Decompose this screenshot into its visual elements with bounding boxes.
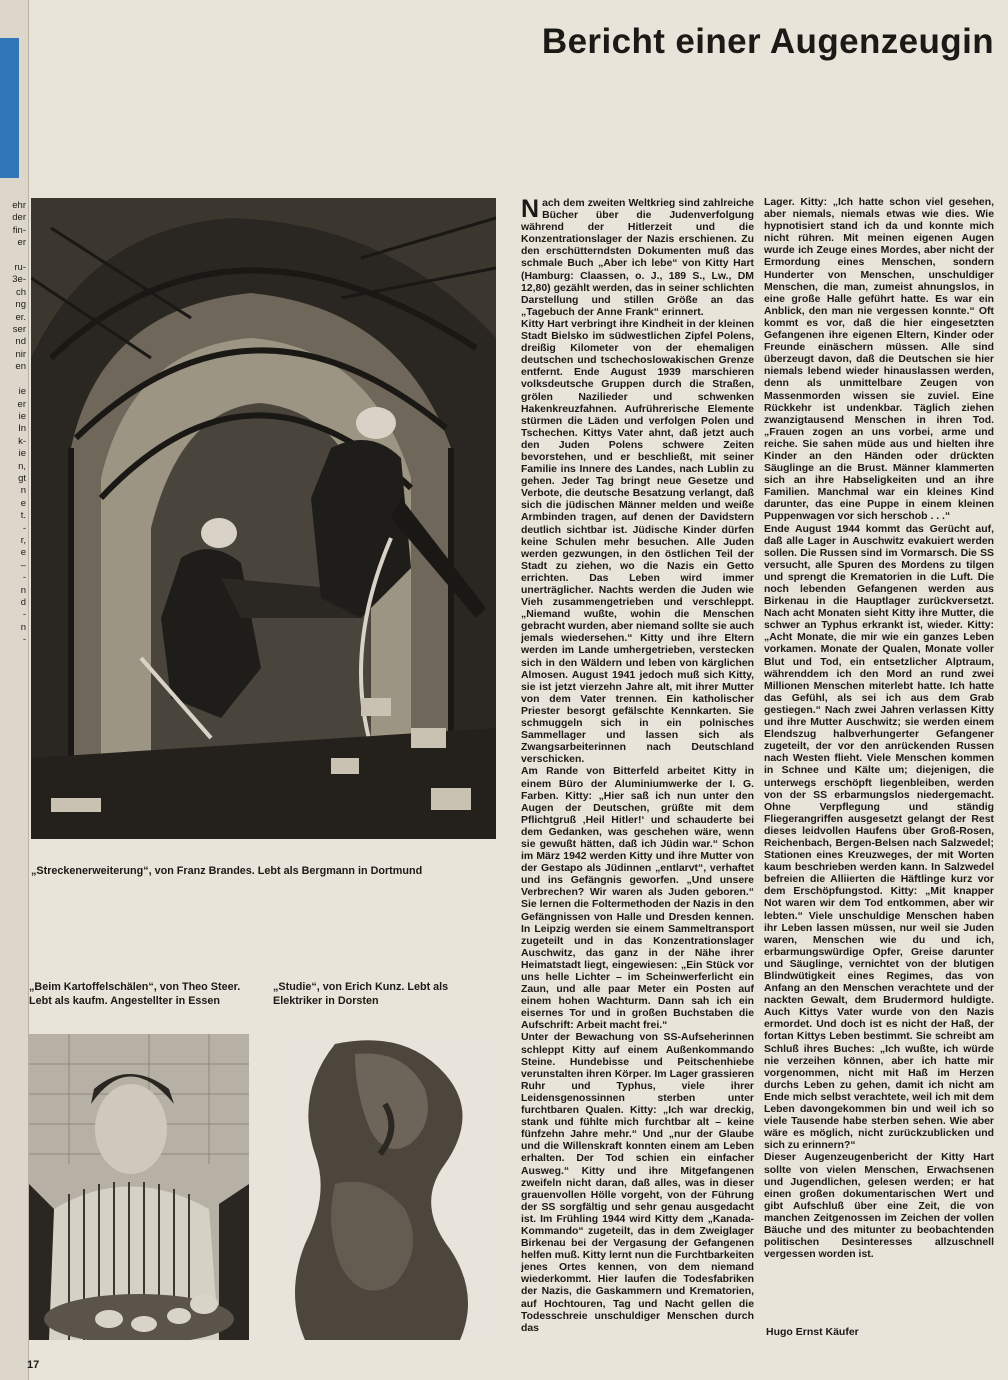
edge-fragment: e [20, 497, 26, 509]
edge-fragment: er [17, 398, 26, 410]
adjacent-page-text-fragments [0, 200, 26, 647]
edge-fragment: ie [18, 410, 26, 422]
sculpture-study-photo [275, 1034, 495, 1340]
article-author: Hugo Ernst Käufer [766, 1326, 859, 1338]
edge-fragment [0, 374, 26, 386]
article-paragraph: Am Rande von Bitterfeld arbeitet Kitty in einem Büro der Aluminiumwerke der I. G. Farben. Kitty: „Hier saß ich nun unter den Augen der Deutschen, grüßte mit dem Pflichtgruß ‚Heil Hitler!‘ und schauderte bei dem Gedanken, was geschehen wäre, wenn sie gewußt hätten, daß ich Jüdin war.“ Schon im März 1942 werden Kitty und ihre Mutter von der Gestapo als Jüdinnen „entlarvt“, verhaftet und ins Gefängnis geworfen. „Und unsere Verbrechen? Wir waren als Juden geboren.“ Sie lernen die Foltermethoden der Nazis in den Gefängnissen von Halle und Dresden kennen. In Leipzig werden sie einem Sammeltransport zugeteilt und in das Konzentrationslager Auschwitz, das ganz in der Nähe ihrer Heimatstadt liegt, eingewiesen: „Ein Stück vor uns helle Lichter – im Scheinwerferlicht ein Zaun, und alle paar Meter ein Posten auf einem hohen Wachturm. Dann sah ich ein eisernes Tor und in großen Buchstaben die Aufschrift: Arbeit macht frei.“ [521, 766, 754, 1032]
mine-painting-art [31, 198, 496, 839]
edge-fragment: fin- [12, 224, 26, 236]
edge-fragment: n [20, 621, 26, 633]
mine-painting-caption: „Streckenerweiterung“, von Franz Brandes. Lebt als Bergmann in Dortmund [31, 865, 423, 877]
edge-fragment: - [22, 522, 26, 534]
article-paragraph: Ende August 1944 kommt das Gerücht auf, daß alle Lager in Auschwitz evakuiert werden sollen. Die Russen sind im Vormarsch. Die SS versucht, alle Spuren des Mordens zu tilgen und sprengt die Krematorien in die Luft. Die noch lebenden Gefangenen werden aus Birkenau in die Hauptlager zurückversetzt. Nach acht Monaten sieht Kitty ihre Mutter, die schwer an Typhus erkrankt ist, wieder. Kitty: „Acht Monate, die mir wie ein ganzes Leben vorkamen. Monate der Qualen, Monate voller Blut und Tod, ein entsetzlicher Alptraum, währenddem ich den Mord an rund zwei Millionen Menschen miterlebt hatte. Ich hatte das Gefühl, als sei ich aus dem Grab gestiegen.“ Nach zwei Jahren verlassen Kitty und ihre Mutter Auschwitz; sie werden einem Elendszug halbverhungerter Gefangener zugeteilt, der vor den anrückenden Russen nach Westen flieht. Viele Menschen kommen in Schnee und Kälte um; diejenigen, die unterwegs erschöpft liegenbleiben, werden von der SS erbarmungslos niedergemacht. Ohne Verpflegung und ständig Fliegerangriffen ausgesetzt gelangt der Rest dieses leidvollen Haufens über Groß-Rosen, Reichenbach, Bergen-Belsen nach Salzwedel; Stationen eines Kreuzweges, der mit Worten kaum beschrieben werden kann. In Salzwedel befreien die Alliierten die Häftlinge kurz vor dem Erschöpfungstod. Kitty: „Mit knapper Not waren wir dem Tod entkommen, aber wir lebten.“ Viele unschuldige Menschen haben ihr Leben lassen müssen, nur weil sie Juden waren, Menschen wie du und ich, erbarmungswürdige Opfer, Greise darunter und Säuglinge, vernichtet von der blutigen Blindwütigkeit eines Regimes, das von Anfang an den Menschen verachtete und der nackten Gewalt, dem Brudermord huldigte. Auch Kittys Vater wurde von den Nazis ermordet. Und doch ist es nicht der Haß, der fortan Kittys Leben bestimmt. Sie schreibt am Schluß ihres Buches: „Ich wußte, ich würde nie verzeihen können, aber ich hatte mir vorgenommen, nicht mit Haß im Herzen durchs Leben zu gehen, damit ich nicht am Ende mich selbst verachtete, weil ich mit dem Leben davongekommen bin und weil ich so viele Tausende habe sterben sehen. Wie aber wäre es möglich, nicht zurückzublicken und sich zu erinnern?“ [764, 523, 994, 1152]
edge-fragment: gt [18, 472, 26, 484]
edge-fragment: n, [18, 460, 26, 472]
page-number: 17 [27, 1359, 40, 1371]
edge-fragment: d [20, 597, 26, 608]
edge-fragment: - [22, 609, 26, 621]
article-column-2 [764, 197, 994, 1305]
edge-fragment: n [20, 485, 26, 497]
woman-photo-caption: „Beim Kartoffelschälen“, von Theo Steer. Lebt als kaufm. Angestellter in Essen [29, 981, 241, 1007]
edge-fragment [0, 250, 26, 262]
edge-fragment: ie [18, 448, 26, 460]
woman-photo-art [29, 1034, 249, 1340]
edge-fragment: der [12, 212, 26, 224]
article-paragraph: Nach dem zweiten Weltkrieg sind zahlreiche Bücher über die Judenverfolgung während der Hitlerzeit und die Konzentrationslager der Nazis erschienen. Zu den erschütterndsten Dokumenten muß das schmale Buch „Aber ich lebe“ von Kitty Hart (Hamburg: Claassen, o. J., 189 S., Lw., DM 12,80) gezählt werden, das in seiner schlichten Darstellung und stillen Größe an das „Tagebuch der Anne Frank“ erinnert. [521, 198, 754, 318]
edge-fragment: ng [15, 299, 26, 311]
edge-fragment: - [22, 572, 26, 584]
edge-fragment: t. [20, 510, 26, 522]
edge-fragment: – [20, 559, 26, 571]
edge-fragment: ie [18, 386, 26, 398]
edge-fragment: ru- [14, 262, 26, 274]
edge-fragment: r, [20, 534, 26, 546]
edge-fragment: ehr [12, 200, 26, 211]
blue-color-tab [0, 38, 19, 178]
edge-fragment: nir [15, 348, 26, 360]
edge-fragment: e [20, 547, 26, 559]
edge-fragment: - [22, 634, 26, 646]
dropcap-letter: N [521, 198, 540, 223]
edge-fragment: 3e- [12, 274, 26, 286]
edge-fragment: ser [12, 324, 26, 336]
edge-fragment: k- [18, 435, 26, 447]
article-paragraph: Lager. Kitty: „Ich hatte schon viel gesehen, aber niemals, niemals etwas wie dies. Wie hypnotisiert stand ich da und konnte mich nicht rühren. Mit meinen eigenen Augen wurde ich Zeuge eines Mordes, aber nicht der Ermordung eines Menschen, sondern Hunderter von Menschen, unschuldiger Menschen, die man, zumeist ahnungslos, in eine große Halle geführt hatte. Es war ein Anblick, den man nie vergessen konnte.“ Oft kommt es vor, daß die hier eingesetzten Gefangenen ihre eigenen Eltern, Kinder oder Freunde einäschern müssen. Alle sind überzeugt davon, daß die Deutschen sie hier niemals lebend wieder hinauslassen werden, denn als unmittelbare Zeugen von Massenmorden wissen sie zuviel. Eine Rückkehr ist undenkbar. Täglich ziehen zwanzigtausend Menschen in ihren Tod. „Frauen zogen an uns vorbei, arme und reiche. Sie sahen müde aus und hielten ihre Kinder an den Händen oder drückten Säuglinge an die Brust. Männer klammerten sich an ihre Habseligkeiten und an ihre Familien. Manchmal war ein kleines Kind darunter, das eine Puppe in einem kleinen Puppenwagen vor sich herschob . . .“ [764, 197, 994, 523]
edge-fragment: en [15, 361, 26, 373]
mine-painting-image [31, 198, 496, 839]
sculpture-art [275, 1034, 495, 1340]
edge-fragment: er [17, 237, 26, 249]
edge-fragment: n [20, 584, 26, 596]
edge-fragment: ch [15, 286, 26, 298]
woman-peeling-potatoes-photo [29, 1034, 249, 1340]
article-column-1 [521, 198, 754, 1340]
article-paragraph: Kitty Hart verbringt ihre Kindheit in der kleinen Stadt Bielsko im südwestlichen Zipfel Polens, dreißig Kilometer von der ehemaligen deutschen und tschechoslowakischen Grenze entfernt. Ende August 1939 marschieren volksdeutsche Gruppen durch die Straßen, grölen Nazilieder und schwenken Hakenkreuzfahnen. Aufrührerische Elemente stürmen die Läden und verfolgen Polen und Tschechen. Kittys Vater ahnt, daß jetzt auch den Juden Polens schwere Zeiten bevorstehen, und er beschließt, mit seiner Familie ins Innere des Landes, nach Lublin zu gehen. Jeder Tag bringt neue Gesetze und Verbote, die deutsche Besatzung verlangt, daß sich die jüdischen Männer melden und weiße Armbinden tragen, auf denen der Davidstern deutlich sichtbar ist. Jüdische Kinder dürfen keine Schulen mehr besuchen. Alle Juden werden gezwungen, in den östlichen Teil der Stadt zu ziehen, wo die Nazis ein Getto errichten. Das Leben wird immer unerträglicher. Nachts werden die Juden wie Vieh zusammengetrieben und verschleppt. „Niemand wußte, wohin die Menschen gebracht wurden, aber niemand sollte sie auch jemals wiedersehen.“ Kitty und ihre Eltern werden im Lande umhergetrieben, verstecken sich in den Wäldern und leben von kärglichen Almosen. August 1941 jedoch muß sich Kitty, sie ist jetzt vierzehn Jahre alt, mit ihrer Mutter von dem Vater trennen. Ein katholischer Priester besorgt gefälschte Kennkarten. Sie schmuggeln sich in ein polnisches Sammellager und lassen sich als Zwangsarbeiterinnen nach Deutschland verschicken. [521, 318, 754, 766]
sculpture-caption: „Studie“, von Erich Kunz. Lebt als Elektriker in Dorsten [273, 981, 449, 1007]
edge-fragment: nd [15, 336, 26, 348]
page-headline: Bericht einer Augenzeugin [541, 22, 994, 61]
edge-fragment: In [18, 423, 26, 435]
article-paragraph: Unter der Bewachung von SS-Aufseherinnen schleppt Kitty auf einem Außenkommando Steine. Hundebisse und Peitschenhiebe verunstalten ihren Körper. Im Lager grassieren Ruhr und Typhus, viele ihrer Leidensgenossinnen sterben unter furchtbaren Qualen. Kitty: „Ich war dreckig, stank und fühlte mich furchtbar alt – keine fünfzehn Jahre mehr.“ Und „nur der Glaube und die Willenskraft konnten einem am Leben erhalten. Der Tod schien ein einfacher Ausweg.“ Kitty und ihre Mitgefangenen zweifeln nicht daran, daß alles, was in dieser grauenvollen Hölle vorgeht, von der Führung der SS sorgfältig und sehr genau ausgedacht ist. Im Frühling 1944 wird Kitty dem „Kanada-Kommando“ zugeteilt, das in dem Zweiglager Birkenau bei der Vergasung der Gefangenen helfen muß. Kitty lernt nun die Furchtbarkeiten jenes Ortes kennen, von dem niemand wiederkommt. Hier laufen die Todesfabriken der Nazis, die Gaskammern und Krematorien, auf Hochtouren, Tag und Nacht gellen die Todesschreie unschuldiger Menschen durch das [521, 1032, 754, 1334]
article-paragraph: Dieser Augenzeugenbericht der Kitty Hart sollte von vielen Menschen, Erwachsenen und Jugendlichen, gelesen werden; er hat einen großen dokumentarischen Wert und gibt Aufschluß über eine Zeit, die von manchen Zeitgenossen im Zeichen der vollen Bäuche und des mitunter zu beobachtenden politischen Desinteresses allzuschnell vergessen worden ist. [764, 1152, 994, 1261]
edge-fragment: er. [15, 311, 26, 323]
